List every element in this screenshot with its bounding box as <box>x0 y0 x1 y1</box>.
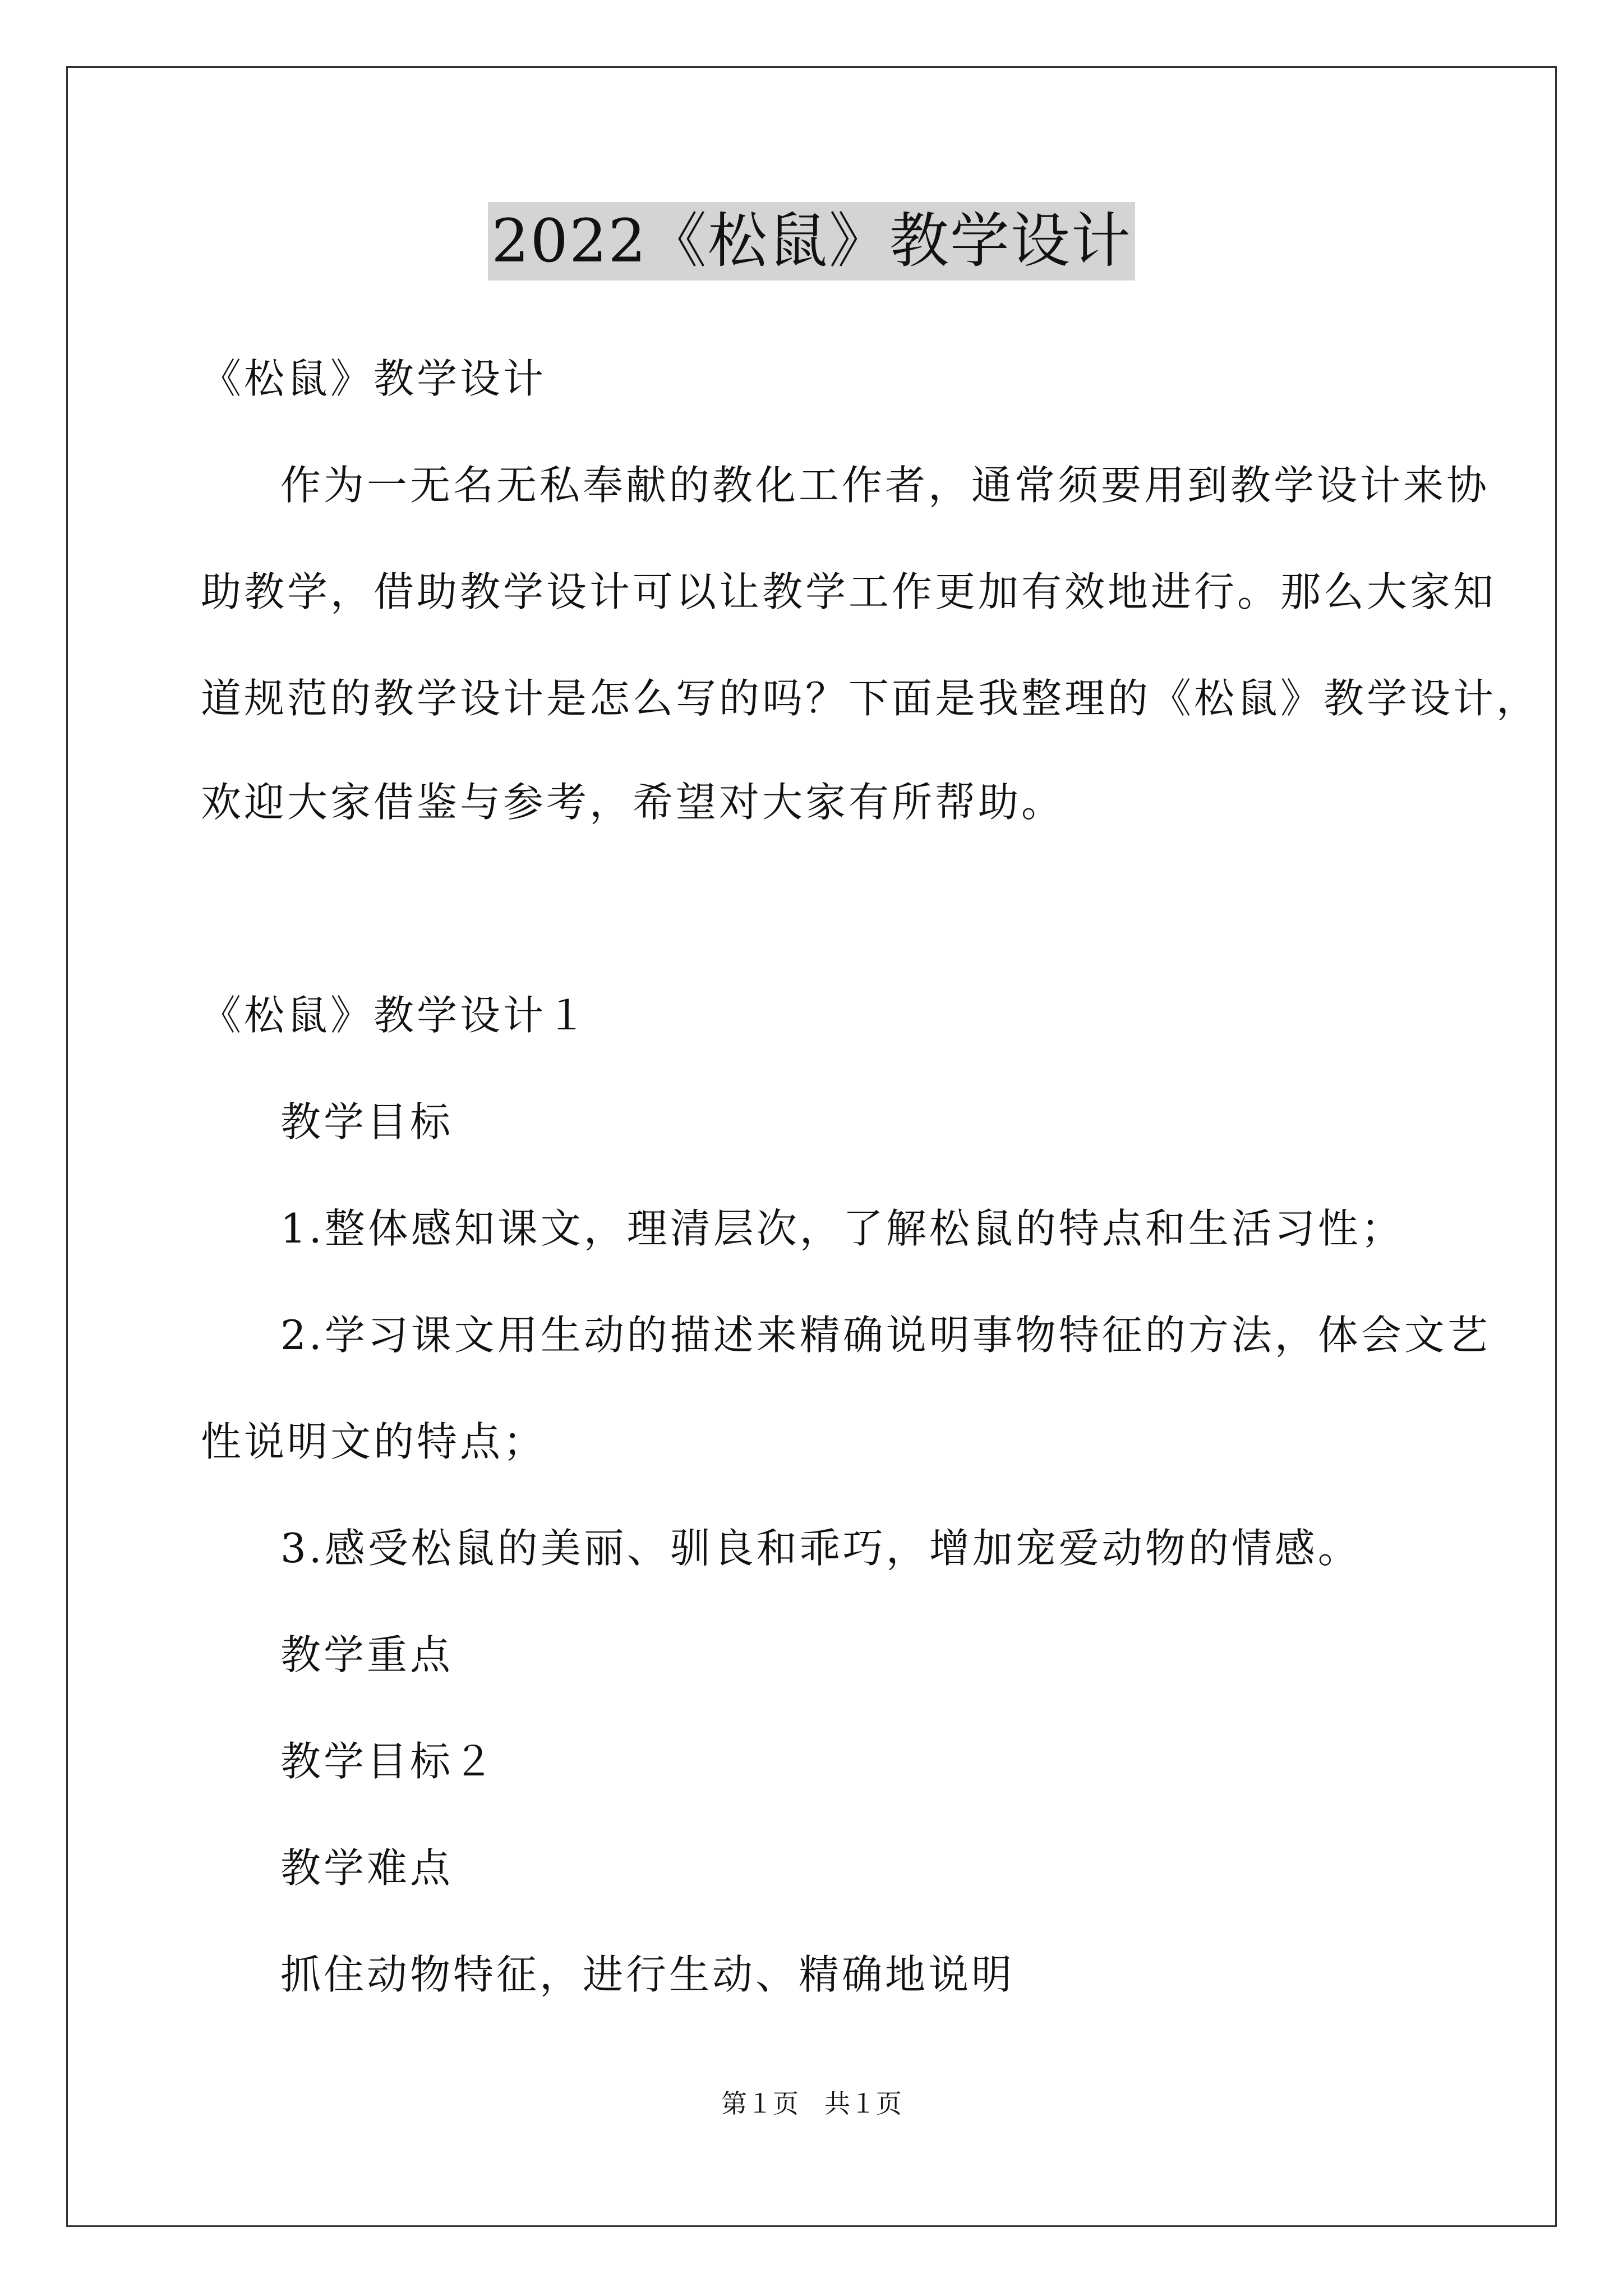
difficulty-label: 教学难点 <box>280 1844 454 1892</box>
intro-line-4: 欢迎大家借鉴与参考，希望对大家有所帮助。 <box>201 779 1065 826</box>
key-points-text: 教学目标２ <box>280 1738 497 1785</box>
subtitle: 《松鼠》教学设计 <box>201 355 547 402</box>
goal-line-1: 1.整体感知课文，理清层次，了解松鼠的特点和生活习性； <box>280 1205 1404 1252</box>
key-points-label: 教学重点 <box>280 1631 454 1678</box>
title-container <box>0 202 1623 280</box>
intro-line-1: 作为一无名无私奉献的教化工作者，通常须要用到教学设计来协 <box>280 462 1490 509</box>
intro-line-2: 助教学，借助教学设计可以让教学工作更加有效地进行。那么大家知 <box>201 568 1497 615</box>
goal-line-2: 2.学习课文用生动的描述来精确说明事物特征的方法，体会文艺 <box>280 1312 1491 1359</box>
difficulty-text: 抓住动物特征，进行生动、精确地说明 <box>280 1951 1015 1998</box>
teaching-goals-label: 教学目标 <box>280 1098 454 1145</box>
document-title: 2022《松鼠》教学设计 <box>488 202 1135 280</box>
intro-line-3: 道规范的教学设计是怎么写的吗？下面是我整理的《松鼠》教学设计， <box>201 675 1540 722</box>
goal-line-4: 3.感受松鼠的美丽、驯良和乖巧，增加宠爱动物的情感。 <box>280 1525 1361 1572</box>
goal-line-3: 性说明文的特点； <box>201 1418 547 1465</box>
section-heading: 《松鼠》教学设计１ <box>201 992 590 1039</box>
page-footer: 第１页 共１页 <box>721 2088 902 2119</box>
